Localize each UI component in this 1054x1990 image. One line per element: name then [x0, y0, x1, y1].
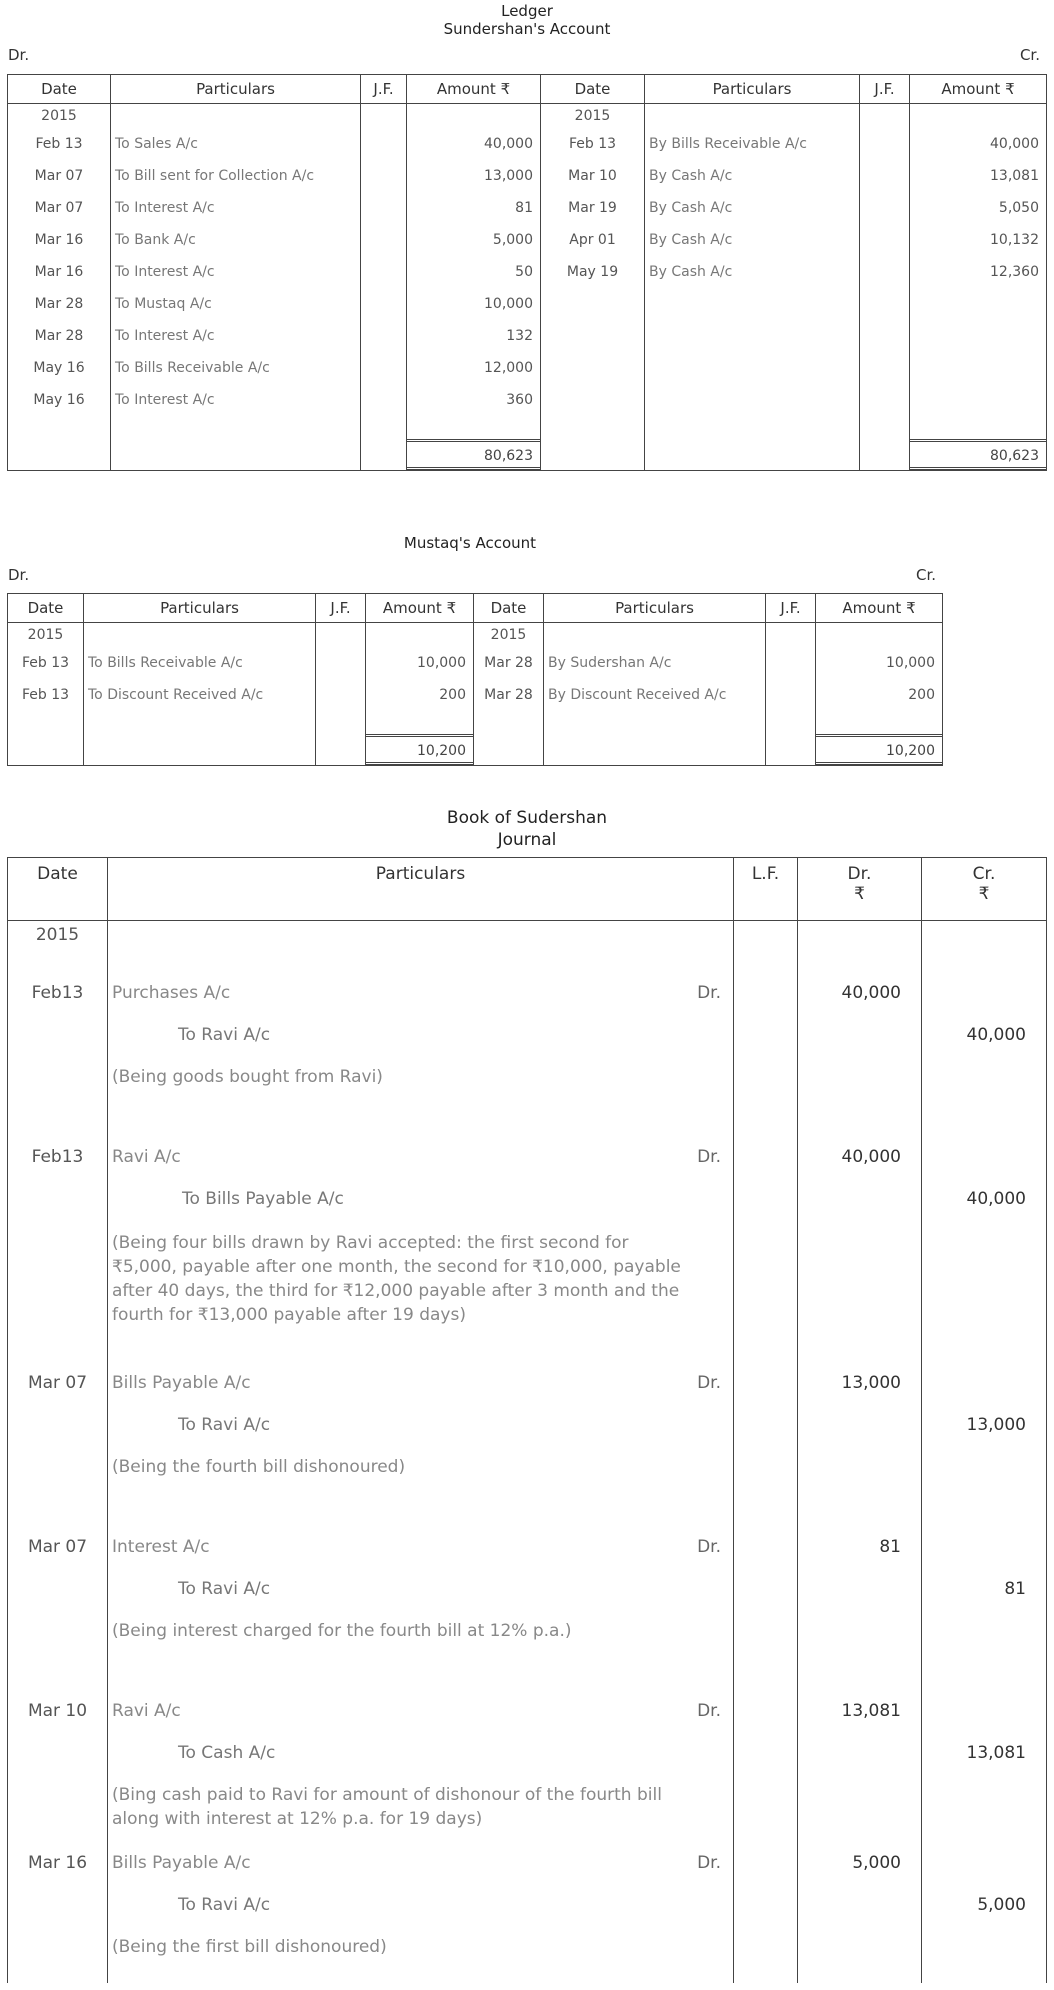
col-header-particulars: Particulars — [108, 858, 734, 921]
credit-account: To Bills Payable A/c — [182, 1188, 344, 1209]
entry-date: Mar 07 — [27, 1536, 88, 1557]
credit-account: To Cash A/c — [178, 1742, 276, 1763]
particulars-cell: By Cash A/c — [645, 160, 860, 192]
ledger-header-row — [8, 594, 943, 623]
particulars-cell: To Mustaq A/c — [111, 288, 361, 320]
journal-entry — [8, 1137, 1047, 1327]
table-row — [8, 160, 1047, 192]
debit-account: Interest A/c — [112, 1536, 210, 1557]
total-amount: 10,200 — [366, 734, 473, 765]
amount-cell: 12,360 — [910, 256, 1047, 288]
particulars-cell: By Cash A/c — [645, 224, 860, 256]
year-row — [8, 623, 943, 648]
mustaq-dr-label: Dr. — [8, 566, 30, 584]
dr-marker: Dr. — [697, 1852, 721, 1873]
particulars-cell: By Cash A/c — [645, 256, 860, 288]
book-title: Book of Sudershan — [446, 808, 608, 828]
col-header: J.F. — [766, 594, 816, 623]
col-header: Date — [8, 75, 111, 104]
sundershan-account-title: Sundershan's Account — [443, 20, 611, 38]
amount-cell: 360 — [407, 384, 541, 416]
particulars-cell: To Interest A/c — [111, 256, 361, 288]
journal-entry — [8, 1691, 1047, 1831]
particulars-cell: To Bills Receivable A/c — [111, 352, 361, 384]
col-header: Amount ₹ — [366, 594, 474, 623]
journal-subtitle: Journal — [497, 830, 557, 850]
particulars-cell: To Interest A/c — [111, 384, 361, 416]
date-cell: May 16 — [8, 384, 111, 416]
ledger-header-row — [8, 75, 1047, 104]
debit-account: Ravi A/c — [112, 1700, 181, 1721]
col-header-date: Date — [8, 858, 108, 921]
col-header: Particulars — [544, 594, 766, 623]
dr-marker: Dr. — [697, 982, 721, 1003]
amount-cell: 12,000 — [407, 352, 541, 384]
entry-date: Mar 10 — [27, 1700, 88, 1721]
total-row — [8, 436, 1047, 470]
credit-account: To Ravi A/c — [178, 1024, 271, 1045]
dr-marker: Dr. — [697, 1372, 721, 1393]
amount-cell: 10,000 — [816, 647, 943, 679]
particulars-cell: To Bank A/c — [111, 224, 361, 256]
date-cell: Mar 16 — [8, 256, 111, 288]
journal-table — [7, 857, 1047, 1983]
dr-amount: 5,000 — [852, 1852, 901, 1873]
journal-header-row — [8, 858, 1047, 921]
particulars-cell: To Interest A/c — [111, 320, 361, 352]
journal-entry — [8, 1843, 1047, 1983]
table-row — [8, 679, 943, 711]
col-header-cr — [922, 858, 1047, 921]
total-amount: 80,623 — [407, 439, 540, 470]
year-row — [8, 104, 1047, 129]
table-row — [8, 320, 1047, 352]
amount-cell: 200 — [816, 679, 943, 711]
dr-amount: 13,081 — [841, 1700, 901, 1721]
cr-amount: 13,081 — [966, 1742, 1026, 1763]
particulars-cell: To Sales A/c — [111, 128, 361, 160]
col-header: Date — [541, 75, 645, 104]
amount-cell: 40,000 — [910, 128, 1047, 160]
date-cell: Mar 28 — [474, 679, 544, 711]
date-cell: Mar 19 — [541, 192, 645, 224]
ledger-title: Ledger — [501, 2, 553, 20]
table-row — [8, 384, 1047, 416]
dr-label: Dr. — [847, 864, 872, 884]
col-header: J.F. — [860, 75, 910, 104]
date-cell: Mar 10 — [541, 160, 645, 192]
cr-amount: 81 — [1004, 1578, 1026, 1599]
narration: (Being interest charged for the fourth bill at 12% p.a.) — [112, 1620, 572, 1641]
col-header-lf: L.F. — [734, 858, 798, 921]
narration: (Bing cash paid to Ravi for amount of dishonour of the fourth bill along with interest at 12% p.a. for 19 days) — [112, 1784, 662, 1829]
amount-cell: 5,000 — [407, 224, 541, 256]
year-cell: 2015 — [541, 104, 645, 129]
sundershan-dr-label: Dr. — [8, 46, 30, 64]
dr-marker: Dr. — [697, 1146, 721, 1167]
table-row — [8, 288, 1047, 320]
col-header: Amount ₹ — [816, 594, 943, 623]
entry-date: Mar 07 — [27, 1372, 88, 1393]
cr-label: Cr. — [972, 864, 996, 884]
entry-date: Mar 16 — [27, 1852, 88, 1873]
dr-marker: Dr. — [697, 1536, 721, 1557]
table-row — [8, 256, 1047, 288]
particulars-cell: By Sudershan A/c — [544, 647, 766, 679]
col-header: Amount ₹ — [910, 75, 1047, 104]
dr-amount: 40,000 — [841, 1146, 901, 1167]
rupee-icon: ₹ — [978, 884, 990, 904]
amount-cell: 5,050 — [910, 192, 1047, 224]
dr-amount: 13,000 — [841, 1372, 901, 1393]
year-cell: 2015 — [8, 921, 108, 973]
particulars-cell: To Bill sent for Collection A/c — [111, 160, 361, 192]
table-row — [8, 192, 1047, 224]
col-header: J.F. — [316, 594, 366, 623]
cr-amount: 13,000 — [966, 1414, 1026, 1435]
amount-cell: 13,000 — [407, 160, 541, 192]
year-cell: 2015 — [474, 623, 544, 648]
sundershan-ledger-table — [7, 74, 1047, 471]
narration: (Being the first bill dishonoured) — [112, 1936, 387, 1957]
particulars-cell: By Bills Receivable A/c — [645, 128, 860, 160]
amount-cell: 13,081 — [910, 160, 1047, 192]
date-cell: Mar 28 — [8, 288, 111, 320]
date-cell: Mar 28 — [474, 647, 544, 679]
particulars-cell: By Discount Received A/c — [544, 679, 766, 711]
mustaq-account-title: Mustaq's Account — [403, 534, 537, 552]
total-amount: 10,200 — [816, 734, 942, 765]
particulars-cell: To Discount Received A/c — [84, 679, 316, 711]
col-header: Date — [474, 594, 544, 623]
cr-amount: 40,000 — [966, 1188, 1026, 1209]
dr-amount: 81 — [879, 1536, 901, 1557]
debit-account: Purchases A/c — [112, 982, 231, 1003]
date-cell: Feb 13 — [8, 647, 84, 679]
particulars-cell: To Bills Receivable A/c — [84, 647, 316, 679]
total-amount: 80,623 — [910, 439, 1046, 470]
col-header: Particulars — [111, 75, 361, 104]
amount-cell: 132 — [407, 320, 541, 352]
sundershan-cr-label: Cr. — [1019, 46, 1040, 64]
table-row — [8, 352, 1047, 384]
amount-cell: 10,000 — [407, 288, 541, 320]
rupee-icon: ₹ — [854, 884, 865, 904]
credit-account: To Ravi A/c — [178, 1578, 271, 1599]
journal-entry — [8, 1363, 1047, 1491]
amount-cell: 200 — [366, 679, 474, 711]
cr-amount: 5,000 — [977, 1894, 1026, 1915]
entry-date: Feb13 — [31, 982, 84, 1003]
year-cell: 2015 — [8, 623, 84, 648]
amount-cell: 81 — [407, 192, 541, 224]
table-row — [8, 647, 943, 679]
debit-account: Bills Payable A/c — [112, 1852, 251, 1873]
year-cell: 2015 — [8, 104, 111, 129]
date-cell: Mar 07 — [8, 192, 111, 224]
amount-cell: 50 — [407, 256, 541, 288]
year-row — [8, 921, 1047, 973]
narration: (Being four bills drawn by Ravi accepted: the first second for ₹5,000, payable after one month, the second for ₹10,000, payable after 40 days, the third for ₹12,000 payable after 3 month and the fourth for ₹13,000 payable after 19 days) — [112, 1232, 681, 1325]
table-row — [8, 128, 1047, 160]
dr-marker: Dr. — [697, 1700, 721, 1721]
total-row — [8, 731, 943, 765]
col-header: Date — [8, 594, 84, 623]
col-header: Amount ₹ — [407, 75, 541, 104]
entry-date: Feb13 — [31, 1146, 84, 1167]
amount-cell: 10,132 — [910, 224, 1047, 256]
dr-amount: 40,000 — [841, 982, 901, 1003]
amount-cell: 10,000 — [366, 647, 474, 679]
credit-account: To Ravi A/c — [178, 1894, 271, 1915]
journal-entry — [8, 973, 1047, 1101]
col-header: Particulars — [645, 75, 860, 104]
debit-account: Bills Payable A/c — [112, 1372, 251, 1393]
date-cell: Mar 07 — [8, 160, 111, 192]
narration: (Being the fourth bill dishonoured) — [112, 1456, 406, 1477]
date-cell: Feb 13 — [8, 128, 111, 160]
date-cell: Feb 13 — [8, 679, 84, 711]
mustaq-cr-label: Cr. — [916, 566, 937, 584]
date-cell: Mar 28 — [8, 320, 111, 352]
particulars-cell: To Interest A/c — [111, 192, 361, 224]
date-cell: Apr 01 — [541, 224, 645, 256]
date-cell: Feb 13 — [541, 128, 645, 160]
col-header: J.F. — [361, 75, 407, 104]
credit-account: To Ravi A/c — [178, 1414, 271, 1435]
date-cell: May 16 — [8, 352, 111, 384]
date-cell: Mar 16 — [8, 224, 111, 256]
particulars-cell: By Cash A/c — [645, 192, 860, 224]
journal-entry — [8, 1527, 1047, 1655]
date-cell: May 19 — [541, 256, 645, 288]
table-row — [8, 224, 1047, 256]
cr-amount: 40,000 — [966, 1024, 1026, 1045]
col-header-dr — [798, 858, 922, 921]
mustaq-ledger-table — [7, 593, 943, 766]
col-header: Particulars — [84, 594, 316, 623]
debit-account: Ravi A/c — [112, 1146, 181, 1167]
amount-cell: 40,000 — [407, 128, 541, 160]
narration: (Being goods bought from Ravi) — [112, 1066, 383, 1087]
